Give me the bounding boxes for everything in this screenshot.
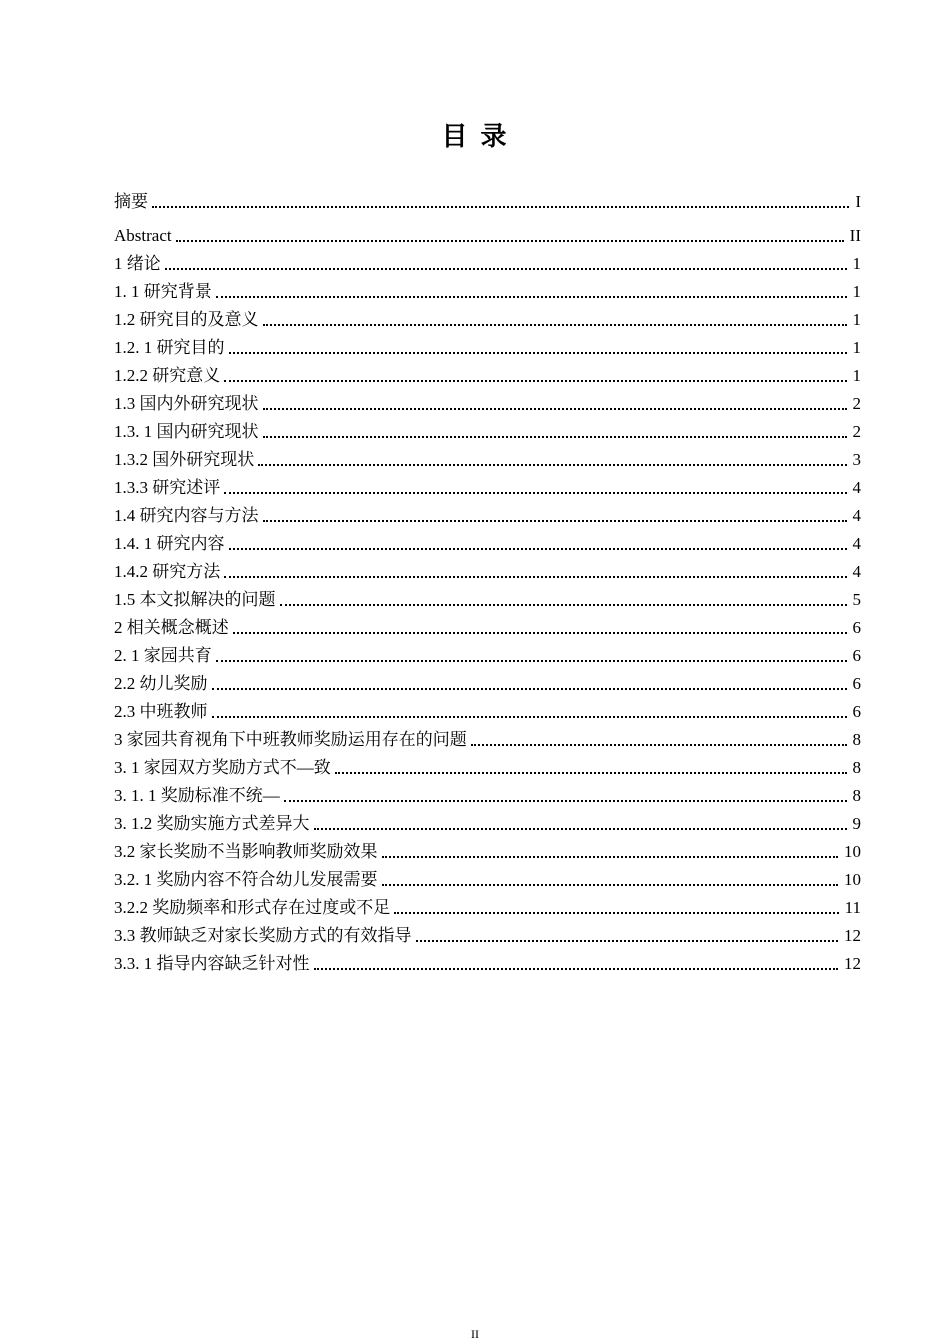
toc-entry-label: 摘要 bbox=[114, 192, 148, 211]
toc-entry-page: 1 bbox=[852, 366, 861, 385]
toc-entry-label: 1 绪论 bbox=[114, 254, 161, 273]
toc-leader-dots bbox=[263, 310, 847, 326]
toc-entry-page: 1 bbox=[852, 282, 861, 301]
toc-entry-page: 10 bbox=[844, 870, 861, 889]
toc-entry-page: 4 bbox=[852, 478, 861, 497]
toc-entry-label: 3.3. 1 指导内容缺乏针对性 bbox=[114, 954, 310, 973]
toc-leader-dots bbox=[216, 282, 847, 298]
toc-leader-dots bbox=[263, 394, 847, 410]
toc-entry[interactable] bbox=[114, 695, 861, 723]
toc-entry-label: 3.2.2 奖励频率和形式存在过度或不足 bbox=[114, 898, 391, 917]
toc-entry-label: 2.3 中班教师 bbox=[114, 702, 208, 721]
toc-entry-page: II bbox=[849, 226, 861, 245]
toc-entry[interactable] bbox=[114, 415, 861, 443]
toc-leader-dots bbox=[165, 254, 847, 270]
toc-entry[interactable] bbox=[114, 443, 861, 471]
toc-entry[interactable] bbox=[114, 471, 861, 499]
toc-entry-label: 1.3.2 国外研究现状 bbox=[114, 450, 255, 469]
toc-entry[interactable] bbox=[114, 667, 861, 695]
toc-entry[interactable] bbox=[114, 303, 861, 331]
toc-entry-page: 9 bbox=[852, 814, 861, 833]
toc-entry[interactable] bbox=[114, 947, 861, 975]
toc-title: 目 录 bbox=[441, 122, 509, 152]
toc-leader-dots bbox=[471, 730, 847, 746]
toc-entry-label: 1.4.2 研究方法 bbox=[114, 562, 221, 581]
toc-entry-label: 3 家园共育视角下中班教师奖励运用存在的问题 bbox=[114, 730, 467, 749]
toc-entry-label: 2.2 幼儿奖励 bbox=[114, 674, 208, 693]
toc-entry-page: 6 bbox=[852, 702, 861, 721]
table-of-contents bbox=[114, 180, 861, 975]
toc-entry-label: 3.3 教师缺乏对家长奖励方式的有效指导 bbox=[114, 926, 412, 945]
toc-entry[interactable] bbox=[114, 555, 861, 583]
toc-entry-abstract-en[interactable] bbox=[114, 213, 861, 247]
toc-entry-page: 12 bbox=[844, 954, 861, 973]
toc-entry[interactable] bbox=[114, 275, 861, 303]
toc-leader-dots bbox=[416, 926, 839, 942]
toc-leader-dots bbox=[382, 870, 839, 886]
toc-entry[interactable] bbox=[114, 359, 861, 387]
toc-entry-label: 3.2 家长奖励不当影响教师奖励效果 bbox=[114, 842, 378, 861]
toc-entry-page: 10 bbox=[844, 842, 861, 861]
toc-entry-page: 11 bbox=[844, 898, 861, 917]
toc-leader-dots bbox=[263, 422, 847, 438]
toc-entry-page: 6 bbox=[852, 674, 861, 693]
toc-entry-page: 5 bbox=[852, 590, 861, 609]
toc-entry-page: 6 bbox=[852, 618, 861, 637]
toc-entry-label: 1.3. 1 国内研究现状 bbox=[114, 422, 259, 441]
toc-entry-label: 3. 1.2 奖励实施方式差异大 bbox=[114, 814, 310, 833]
toc-leader-dots bbox=[382, 842, 839, 858]
toc-leader-dots bbox=[314, 814, 847, 830]
toc-entry-page: 2 bbox=[852, 394, 861, 413]
toc-entry-abstract-cn[interactable] bbox=[114, 180, 861, 213]
toc-entry[interactable] bbox=[114, 499, 861, 527]
toc-entry[interactable] bbox=[114, 247, 861, 275]
toc-entry-label: 1. 1 研究背景 bbox=[114, 282, 212, 301]
toc-leader-dots bbox=[216, 646, 847, 662]
toc-leader-dots bbox=[314, 954, 839, 970]
toc-entry[interactable] bbox=[114, 723, 861, 751]
toc-entry-page: 4 bbox=[852, 562, 861, 581]
toc-entry[interactable] bbox=[114, 779, 861, 807]
toc-entry-page: 4 bbox=[852, 506, 861, 525]
toc-entry-page: 8 bbox=[852, 758, 861, 777]
toc-entry-label: Abstract bbox=[114, 226, 172, 245]
toc-entry[interactable] bbox=[114, 919, 861, 947]
toc-leader-dots bbox=[212, 702, 847, 718]
toc-leader-dots bbox=[335, 758, 847, 774]
toc-leader-dots bbox=[233, 618, 847, 634]
toc-entry[interactable] bbox=[114, 527, 861, 555]
toc-leader-dots bbox=[224, 366, 846, 382]
toc-leader-dots bbox=[229, 338, 847, 354]
toc-leader-dots bbox=[280, 590, 847, 606]
toc-entry-label: 1.3 国内外研究现状 bbox=[114, 394, 259, 413]
toc-entry-label: 1.4. 1 研究内容 bbox=[114, 534, 225, 553]
toc-leader-dots bbox=[258, 450, 846, 466]
toc-entry[interactable] bbox=[114, 835, 861, 863]
toc-leader-dots bbox=[224, 562, 846, 578]
toc-entry-page: 8 bbox=[852, 786, 861, 805]
toc-leader-dots bbox=[176, 226, 844, 242]
toc-entry-page: 3 bbox=[852, 450, 861, 469]
toc-entry-page: 4 bbox=[852, 534, 861, 553]
toc-entry-label: 1.4 研究内容与方法 bbox=[114, 506, 259, 525]
toc-leader-dots bbox=[224, 478, 846, 494]
toc-entry-page: 6 bbox=[852, 646, 861, 665]
toc-leader-dots bbox=[284, 786, 847, 802]
toc-entry[interactable] bbox=[114, 611, 861, 639]
toc-entry-label: 3. 1. 1 奖励标准不统— bbox=[114, 786, 280, 805]
toc-entry-label: 1.2.2 研究意义 bbox=[114, 366, 221, 385]
toc-leader-dots bbox=[263, 506, 847, 522]
toc-entry-page: 1 bbox=[852, 338, 861, 357]
toc-entry[interactable] bbox=[114, 863, 861, 891]
toc-leader-dots bbox=[152, 192, 849, 208]
toc-entry[interactable] bbox=[114, 583, 861, 611]
toc-entry[interactable] bbox=[114, 807, 861, 835]
toc-entry-page: 2 bbox=[852, 422, 861, 441]
toc-leader-dots bbox=[394, 898, 838, 914]
toc-entry-page: 8 bbox=[852, 730, 861, 749]
toc-entry-label: 1.3.3 研究述评 bbox=[114, 478, 221, 497]
toc-entry[interactable] bbox=[114, 331, 861, 359]
toc-entry[interactable] bbox=[114, 639, 861, 667]
toc-leader-dots bbox=[229, 534, 847, 550]
toc-entry[interactable] bbox=[114, 891, 861, 919]
toc-entry-label: 1.2. 1 研究目的 bbox=[114, 338, 225, 357]
toc-entry[interactable] bbox=[114, 751, 861, 779]
toc-entry-page: 1 bbox=[852, 254, 861, 273]
toc-entry-label: 3. 1 家园双方奖励方式不—致 bbox=[114, 758, 331, 777]
toc-entry[interactable] bbox=[114, 387, 861, 415]
toc-entry-label: 1.5 本文拟解决的问题 bbox=[114, 590, 276, 609]
toc-entry-label: 3.2. 1 奖励内容不符合幼儿发展需要 bbox=[114, 870, 378, 889]
footer-page-number: II bbox=[471, 1327, 479, 1341]
toc-entry-label: 2 相关概念概述 bbox=[114, 618, 229, 637]
toc-entry-label: 1.2 研究目的及意义 bbox=[114, 310, 259, 329]
toc-entry-page: 1 bbox=[852, 310, 861, 329]
toc-entry-page: I bbox=[855, 192, 861, 211]
toc-entry-label: 2. 1 家园共育 bbox=[114, 646, 212, 665]
toc-entry-page: 12 bbox=[844, 926, 861, 945]
toc-leader-dots bbox=[212, 674, 847, 690]
